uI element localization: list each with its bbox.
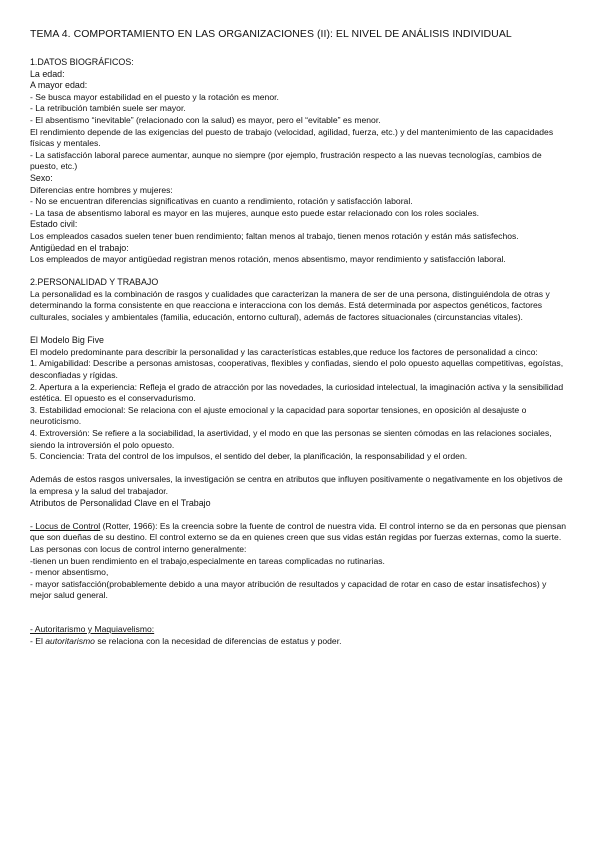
- list-item: 2. Apertura a la experiencia: Refleja el grado de atracción por las novedades, la curiosidad intelectual, la imaginación activa y la sensibilidad estética. El opuesto es el conservadurismo.: [30, 381, 564, 404]
- paragraph: [30, 636, 570, 648]
- subheading-sexo: Sexo:: [30, 172, 53, 183]
- subheading-edad: La edad:: [30, 68, 65, 79]
- subheading-autoritarismo: [30, 624, 570, 636]
- autor-post: se relaciona con la necesidad de diferencias de estatus y poder.: [94, 635, 342, 646]
- subheading-antiguedad: Antigüedad en el trabajo:: [30, 242, 129, 253]
- paragraph: - La satisfacción laboral parece aumentar, aunque no siempre (por ejemplo, frustración respecto a las nuevas tecnologías, cambios de puesto, etc.): [30, 149, 542, 172]
- autor-em: autoritarismo: [45, 635, 95, 646]
- list-item: - menor absentismo,: [30, 567, 109, 578]
- subheading-atributos: Atributos de Personalidad Clave en el Trabajo: [30, 497, 211, 508]
- paragraph: - La tasa de absentismo laboral es mayor en las mujeres, aunque esto puede estar relacionado con los roles sociales.: [30, 207, 480, 218]
- list-item: 4. Extroversión: Se refiere a la sociabilidad, la asertividad, y el modo en que las personas se sienten cómodas en las relaciones sociales, siendo la introversión el polo opuesto.: [30, 428, 552, 450]
- subheading-mayor-edad: A mayor edad:: [30, 80, 88, 91]
- list-item: 5. Conciencia: Trata del control de los impulsos, el sentido del deber, la planificación, la responsabilidad y el orden.: [30, 451, 468, 462]
- locus-text: (Rotter, 1966): Es la creencia sobre la fuente de control de nuestra vida. El control interno se da en personas que piensan que son dueñas de su destino. El control externo se da en quienes creen que sus vidas están regidas por fuerzas externas, como la suerte. Las personas con locus de control interno generalmente:: [30, 520, 566, 554]
- paragraph: Además de estos rasgos universales, la investigación se centra en atributos que influyen positivamente o negativamente en los objetivos de la empresa y la salud del trabajador.: [30, 474, 563, 496]
- section-heading-personalidad: 2.PERSONALIDAD Y TRABAJO: [30, 277, 159, 288]
- paragraph: La personalidad es la combinación de rasgos y cualidades que caracterizan la manera de ser de una persona, distinguiéndola de otras y determinando la forma consistente en que reacciona e interacciona con los demás. Está determinada por aspectos genéticos, factores culturales, sociales y ambientales (familia, educación, entorno cultural), además de factores situacionales (circunstancias vitales).: [30, 288, 550, 323]
- paragraph: Los empleados de mayor antigüedad registran menos rotación, menos absentismo, mayor rendimiento y satisfacción laboral.: [30, 254, 506, 265]
- paragraph: El modelo predominante para describir la personalidad y las características estables,que reduce los factores de personalidad a cinco:: [30, 346, 538, 357]
- autoritarismo-label: - Autoritarismo y Maquiavelismo:: [30, 623, 155, 634]
- paragraph: - No se encuentran diferencias significativas en cuanto a rendimiento, rotación y satisfacción laboral.: [30, 196, 413, 207]
- paragraph: - Se busca mayor estabilidad en el puesto y la rotación es menor.: [30, 91, 279, 102]
- paragraph: El rendimiento depende de las exigencias del puesto de trabajo (velocidad, agilidad, fuerza, etc.) y del mantenimiento de las capacidades físicas y mentales.: [30, 126, 554, 149]
- list-item: 3. Estabilidad emocional: Se relaciona con el ajuste emocional y la capacidad para soportar tensiones, en oposición al desajuste o neuroticismo.: [30, 404, 527, 427]
- list-item: -tienen un buen rendimiento en el trabajo,especialmente en tareas complicadas no rutinarias.: [30, 555, 385, 566]
- autor-pre: - El: [30, 635, 46, 646]
- list-item: - mayor satisfacción(probablemente debido a una mayor atribución de resultados y capacidad de rotar en caso de estar insatisfechos) y mejor salud general.: [30, 578, 547, 601]
- subheading-estado-civil: Estado civil:: [30, 219, 78, 230]
- document-page: [30, 28, 570, 647]
- document-title: TEMA 4. COMPORTAMIENTO EN LAS ORGANIZACIONES (II): EL NIVEL DE ANÁLISIS INDIVIDUAL: [30, 28, 512, 40]
- paragraph: - La retribución también suele ser mayor.: [30, 103, 186, 114]
- locus-label: - Locus de Control: [30, 520, 101, 531]
- paragraph: Los empleados casados suelen tener buen rendimiento; faltan menos al trabajo, tienen menos rotación y están más satisfechos.: [30, 230, 519, 241]
- paragraph: Diferencias entre hombres y mujeres:: [30, 184, 173, 195]
- paragraph: - El absentismo “inevitable” (relacionado con la salud) es mayor, pero el “evitable” es menor.: [30, 114, 381, 125]
- list-item: 1. Amigabilidad: Describe a personas amistosas, cooperativas, flexibles y confiadas, siendo el polo opuesto aquellas competitivas, egoístas, desconfiadas y rígidas.: [30, 358, 564, 381]
- section-heading-datos-biograficos: 1.DATOS BIOGRÁFICOS:: [30, 57, 134, 67]
- subheading-big-five: El Modelo Big Five: [30, 335, 104, 346]
- paragraph-locus: [30, 521, 570, 556]
